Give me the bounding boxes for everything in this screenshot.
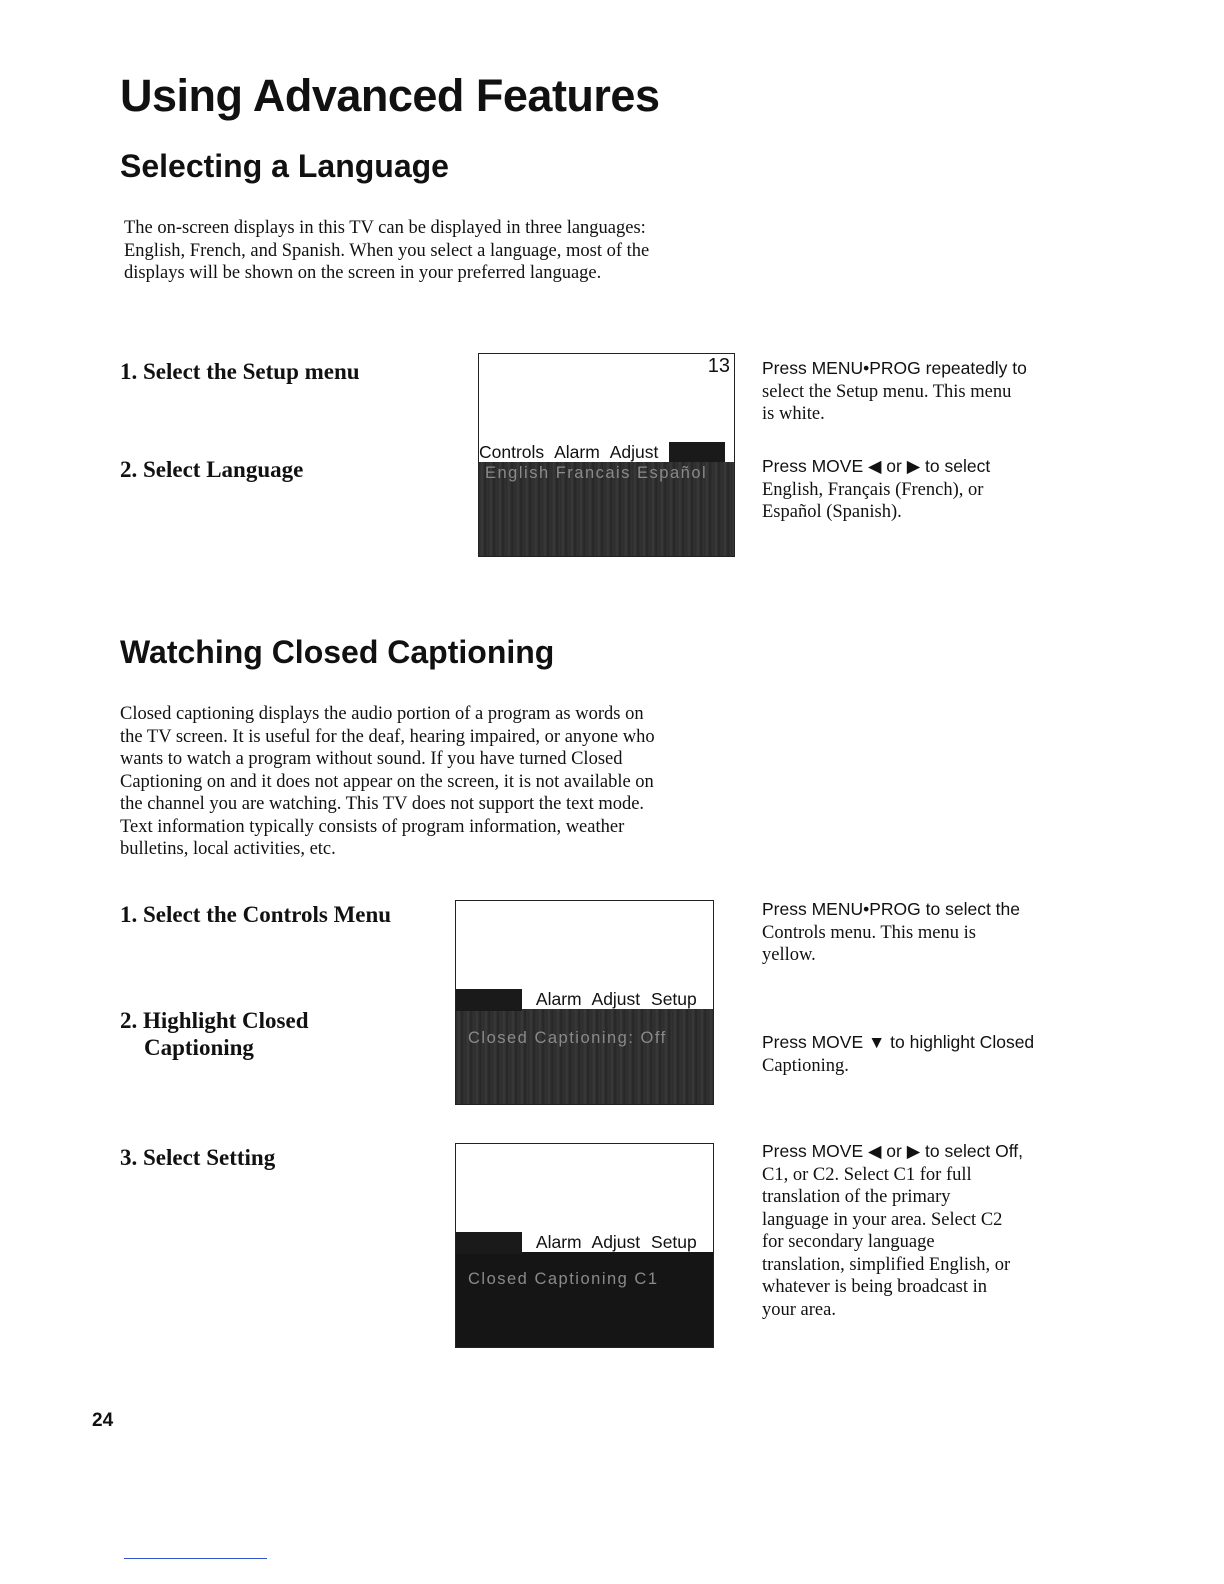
instruction-line: language in your area. Select C2 — [762, 1209, 1003, 1230]
instruction-setting — [762, 1140, 1072, 1321]
closed-captioning-setting: Closed Captioning C1 — [468, 1270, 659, 1288]
intro-line: the TV screen. It is useful for the deaf, hearing impaired, or anyone who — [120, 726, 655, 747]
footer-rule — [124, 1558, 267, 1559]
intro-line: Closed captioning displays the audio portion of a program as words on — [120, 704, 644, 724]
step-number: 1. — [120, 359, 138, 384]
instruction-line: Press MOVE ◀ or ▶ to select — [762, 456, 991, 476]
menu-item-adjust: Adjust — [591, 989, 641, 1009]
step-label: Select the Controls Menu — [143, 902, 392, 927]
step-select-setup — [120, 358, 360, 385]
tv-screen-setup-menu — [478, 353, 735, 557]
instruction-line: Press MOVE ▼ to highlight Closed — [762, 1032, 1035, 1052]
section-heading-captioning: Watching Closed Captioning — [120, 634, 555, 670]
step-number: 2. — [120, 1008, 138, 1033]
intro-line: displays will be shown on the screen in your preferred language. — [124, 263, 602, 283]
step-number: 1. — [120, 902, 138, 927]
step-select-setting — [120, 1144, 275, 1171]
instruction-line: Captioning. — [762, 1055, 849, 1076]
step-number: 2. — [120, 457, 138, 482]
step-label-continued: Captioning — [144, 1035, 254, 1060]
menu-item-setup: Setup — [651, 1232, 697, 1252]
intro-line: English, French, and Spanish. When you select a language, most of the — [124, 240, 650, 261]
instruction-line: English, Français (French), or — [762, 479, 984, 500]
step-label: Select Setting — [143, 1145, 276, 1170]
menu-item-adjust: Adjust — [591, 1232, 641, 1252]
instruction-language — [762, 455, 1062, 524]
screen-dark-area — [456, 1009, 713, 1104]
instruction-line: for secondary language — [762, 1232, 935, 1252]
step-label: Select the Setup menu — [143, 359, 360, 384]
menu-item-setup: Setup — [651, 989, 697, 1009]
menu-item-adjust: Adjust — [609, 442, 659, 462]
instruction-line: is white. — [762, 404, 825, 424]
intro-line: The on-screen displays in this TV can be displayed in three languages: — [124, 218, 646, 238]
page-number: 24 — [92, 1410, 114, 1431]
instruction-setup — [762, 357, 1062, 426]
intro-line: the channel you are watching. This TV does not support the text mode. — [120, 794, 645, 814]
instruction-highlight — [762, 1031, 1072, 1077]
menu-bar — [479, 440, 734, 464]
menu-item-controls-highlight — [456, 1232, 522, 1254]
tv-screen-setting — [455, 1143, 714, 1348]
menu-item-alarm: Alarm — [535, 989, 582, 1009]
intro-line: wants to watch a program without sound. If you have turned Closed — [120, 749, 623, 769]
instruction-line: Press MENU•PROG to select the — [762, 899, 1021, 919]
instruction-line: Controls menu. This menu is — [762, 922, 976, 943]
step-highlight-captioning — [120, 1007, 309, 1061]
instruction-line: yellow. — [762, 945, 816, 965]
language-intro — [124, 217, 744, 285]
channel-number: 13 — [707, 355, 730, 377]
instruction-line: select the Setup menu. This menu — [762, 381, 1012, 402]
step-select-language — [120, 456, 303, 483]
language-options: English Francais Español — [485, 464, 708, 482]
closed-captioning-option: Closed Captioning: Off — [468, 1029, 667, 1047]
captioning-intro — [120, 703, 760, 861]
menu-item-alarm: Alarm — [535, 1232, 582, 1252]
menu-item-controls: Controls — [479, 442, 545, 462]
menu-item-controls-highlight — [456, 989, 522, 1011]
tv-screen-controls-menu — [455, 900, 714, 1105]
menu-item-alarm: Alarm — [554, 442, 600, 462]
instruction-line: Press MOVE ◀ or ▶ to select Off, — [762, 1141, 1023, 1161]
step-label: Highlight Closed — [143, 1008, 309, 1033]
instruction-line: C1, or C2. Select C1 for full — [762, 1164, 972, 1185]
instruction-line: whatever is being broadcast in — [762, 1277, 988, 1297]
step-select-controls — [120, 901, 391, 928]
instruction-line: your area. — [762, 1299, 836, 1320]
intro-line: Text information typically consists of program information, weather — [120, 816, 625, 837]
instruction-line: translation, simplified English, or — [762, 1254, 1011, 1275]
intro-line: Captioning on and it does not appear on the screen, it is not available on — [120, 771, 654, 792]
menu-bar — [456, 987, 713, 1011]
page-title: Using Advanced Features — [120, 70, 660, 121]
section-heading-language: Selecting a Language — [120, 148, 449, 184]
instruction-line: Press MENU•PROG repeatedly to — [762, 358, 1027, 378]
step-number: 3. — [120, 1145, 138, 1170]
instruction-controls — [762, 898, 1062, 967]
intro-line: bulletins, local activities, etc. — [120, 839, 336, 859]
instruction-line: Español (Spanish). — [762, 502, 902, 522]
instruction-line: translation of the primary — [762, 1187, 951, 1207]
step-label: Select Language — [143, 457, 304, 482]
menu-bar — [456, 1230, 713, 1254]
screen-dark-area — [456, 1252, 713, 1347]
